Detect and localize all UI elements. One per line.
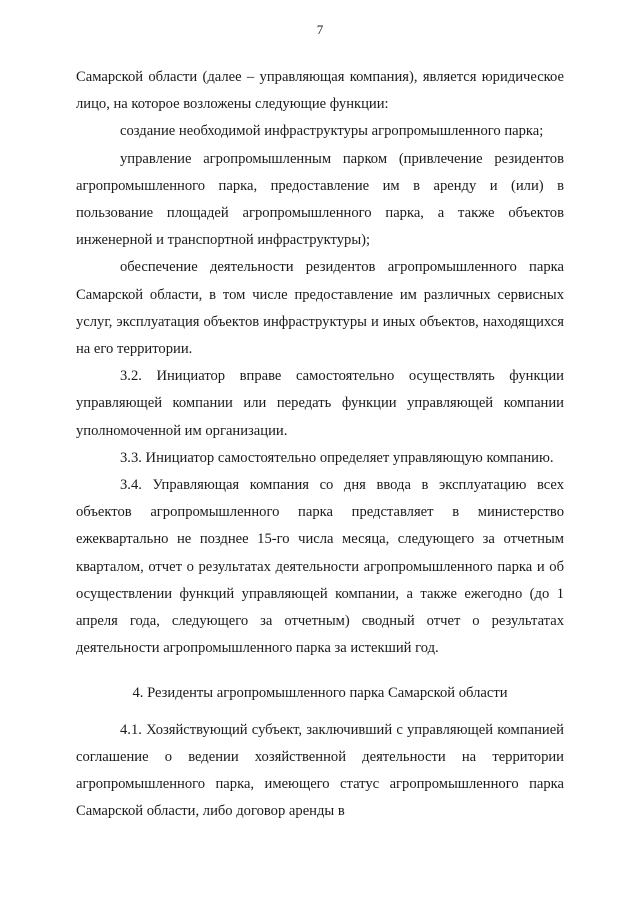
paragraph-management: управление агропромышленным парком (привлечение резидентов агропромышленного парка, предоставление им в аренду и (или) в пользование площадей агропромышленного парка, а также объектов инженерной и транспортной инфраструктуры); bbox=[76, 150, 564, 249]
paragraph-intro: Самарской области (далее – управляющая компания), является юридическое лицо, на которое возложены следующие функции: bbox=[76, 69, 564, 113]
document-body bbox=[76, 64, 564, 825]
paragraph-3-2: 3.2. Инициатор вправе самостоятельно осуществлять функции управляющей компании или передать функции управляющей компании уполномоченной им организации. bbox=[76, 368, 564, 439]
paragraph-infrastructure: создание необходимой инфраструктуры агропромышленного парка; bbox=[120, 123, 544, 140]
paragraph-3-3: 3.3. Инициатор самостоятельно определяет управляющую компанию. bbox=[120, 449, 554, 466]
paragraph-4-1: 4.1. Хозяйствующий субъект, заключивший с управляющей компанией соглашение о ведении хозяйственной деятельности на территории агропромышленного парка, имеющего статус агропромышленного парка Самарской области, либо договор аренды в bbox=[76, 721, 564, 820]
paragraph-residents-support: обеспечение деятельности резидентов агропромышленного парка Самарской области, в том числе предоставление им различных сервисных услуг, эксплуатация объектов инфраструктуры и иных объектов, находящихся на его территории. bbox=[76, 259, 564, 358]
section-heading: 4. Резиденты агропромышленного парка Самарской области bbox=[132, 685, 508, 702]
paragraph-3-4: 3.4. Управляющая компания со дня ввода в эксплуатацию всех объектов агропромышленного парка представляет в министерство ежеквартально не позднее 15-го числа месяца, следующего за отчетным кварталом, отчет о результатах деятельности агропромышленного парка и об осуществлении функций управляющей компании, а также ежегодно (до 1 апреля года, следующего за отчетным) сводный отчет о результатах деятельности агропромышленного парка за истекший год. bbox=[76, 477, 564, 657]
page-number: 7 bbox=[316, 22, 324, 37]
